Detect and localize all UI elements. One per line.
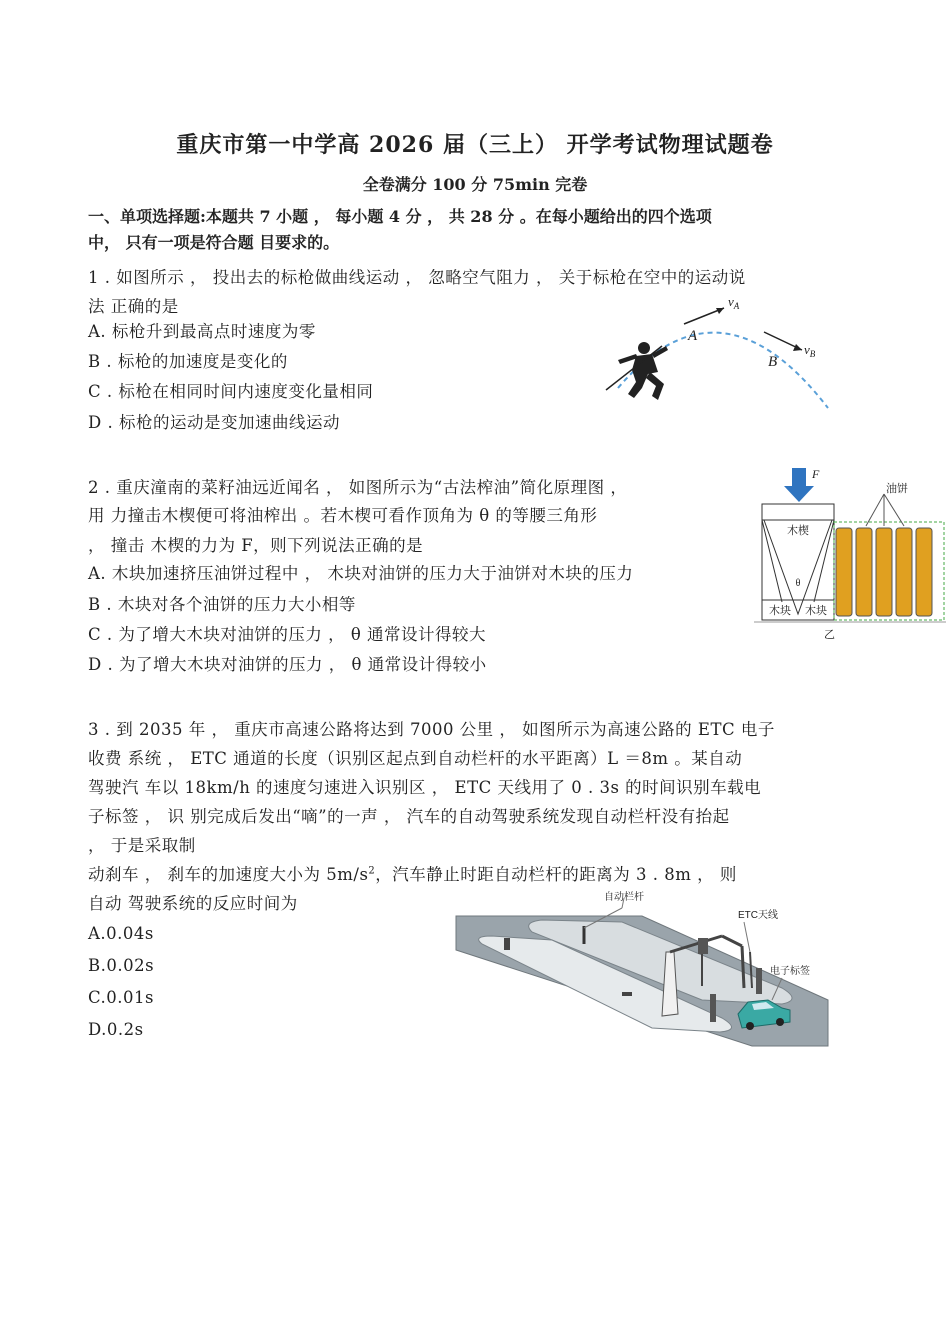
q1-stem-line2: 法 正确的是 [88,297,179,316]
oil-cake [896,528,912,616]
q2-stem-line1: 2 . 重庆潼南的菜籽油远近闻名 ， 如图所示为“古法榨油”简化原理图 ， [88,478,628,497]
q3-option-b: B.0.02s [88,956,155,975]
label-vb: v [804,342,810,357]
label-oil-cake: 油饼 [886,483,908,495]
label-block-right: 木块 [805,605,827,617]
q1-stem-line1: 1 . 如图所示 ， 投出去的标枪做曲线运动 ， 忽略空气阻力 ， 关于标枪在空中的运动说 [88,268,746,287]
q2-stem-line2: 用 力撞击木楔便可将油榨出 。若木楔可看作顶角为 θ 的等腰三角形 [88,506,598,525]
q2-option-b: B . 木块对各个油饼的压力大小相等 [88,595,356,614]
q3-stem-superscript: 2 [368,865,376,877]
oil-cake [876,528,892,616]
q1-option-d: D . 标枪的运动是变加速曲线运动 [88,413,340,432]
q3-stem-line1: 3 . 到 2035 年 ， 重庆市高速公路将达到 7000 公里 ， 如图所示为高速公路的 ETC 电子 [88,720,775,739]
athlete-icon [606,342,668,400]
page-subtitle: 全卷满分 100 分 75min 完卷 [362,175,588,194]
label-wedge: 木楔 [787,525,809,537]
oil-cake [836,528,852,616]
q2-option-a: A. 木块加速挤压油饼过程中 ， 木块对油饼的压力大于油饼对木块的压力 [88,564,634,583]
label-auto-gate: 自动栏杆 [604,892,644,903]
label-va: v [728,294,734,309]
q2-stem-line3: ， 撞击 木楔的力为 F，则下列说法正确的是 [88,536,424,555]
q3-stem-line2: 收费 系统 ， ETC 通道的长度（识别区起点到自动栏杆的水平距离）L ＝8m 。某自动 [88,749,743,768]
q3-stem-line6-a: 动刹车 ， 刹车的加速度大小为 5m/s [88,865,369,884]
page-title: 重庆市第一中学高 2026 届（三上） 开学考试物理试题卷 [176,132,774,158]
q3-option-c: C.0.01s [88,988,154,1007]
q1-option-b: B . 标枪的加速度是变化的 [88,352,288,371]
q3-option-d: D.0.2s [88,1020,144,1039]
q2-oil-press-figure [754,464,946,642]
q3-stem-line4: 子标签 ， 识 别完成后发出“嘀”的一声 ， 汽车的自动驾驶系统发现自动栏杆没有抬起 [88,807,730,826]
label-block-left: 木块 [769,605,791,617]
force-arrow-icon [784,468,814,502]
label-yi: 乙 [824,629,835,641]
q1-javelin-figure [600,288,840,413]
label-a: A [688,328,698,344]
q2-option-c: C . 为了增大木块对油饼的压力 ， θ 通常设计得较大 [88,625,487,644]
label-theta: θ [795,578,801,589]
q2-option-d: D . 为了增大木块对油饼的压力 ， θ 通常设计得较小 [88,655,487,674]
oil-cake [856,528,872,616]
q3-stem-line3: 驾驶汽 车以 18km/h 的速度匀速进入识别区 ， ETC 天线用了 0 . 3s 的时间识别车载电 [88,778,762,797]
svg-text:vA [728,294,740,311]
label-electronic-tag: 电子标签 [770,966,810,977]
q3-stem-line5: ， 于是采取制 [88,836,196,855]
q3-option-a: A.0.04s [88,924,154,943]
q3-stem-line7: 自动 驾驶系统的反应时间为 [88,894,298,913]
q1-option-c: C . 标枪在相同时间内速度变化量相同 [88,382,374,401]
section-heading-line1: 一、单项选择题:本题共 7 小题 ， 每小题 4 分 ， 共 28 分 。在每小题给出的四个选项 [88,207,712,226]
label-f: F [812,467,820,481]
q3-stem-line6 [88,861,737,885]
q1-option-a: A. 标枪升到最高点时速度为零 [88,322,316,341]
oil-cake [916,528,932,616]
q3-stem-line6-b: ，汽车静止时距自动栏杆的距离为 3 . 8m ， 则 [375,865,737,884]
label-etc-antenna: ETC天线 [738,910,778,921]
section-heading-line2: 中， 只有一项是符合题 目要求的。 [88,233,340,252]
svg-text:vB [804,342,816,359]
etc-antenna-icon [698,938,708,954]
label-va-sub: A [733,301,740,311]
q3-etc-figure [452,888,830,1048]
label-b: B [768,354,778,370]
label-vb-sub: B [809,349,816,359]
